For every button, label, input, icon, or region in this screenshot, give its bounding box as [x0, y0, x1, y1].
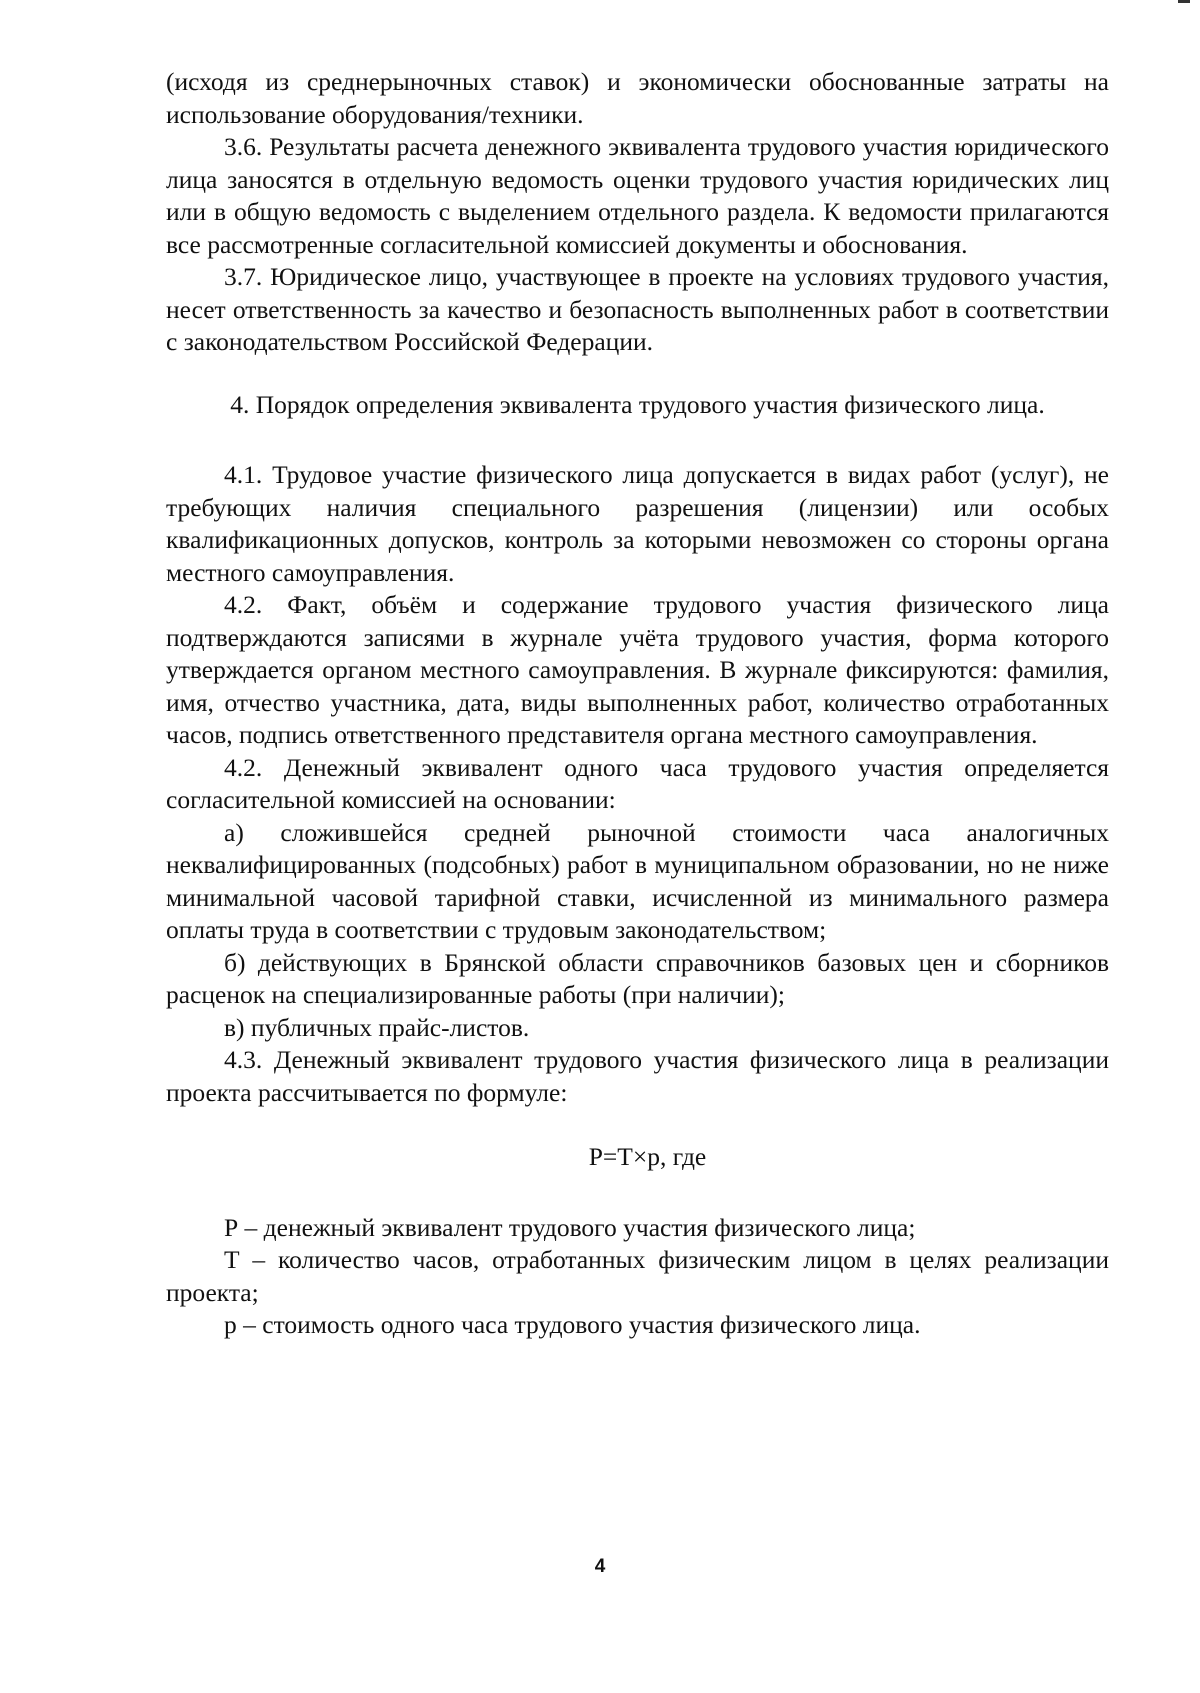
paragraph-4-3: 4.3. Денежный эквивалент трудового участия физического лица в реализации проекта рассчитывается по формуле:: [166, 1045, 1109, 1107]
paragraph-continuation: (исходя из среднерыночных ставок) и экономически обоснованные затраты на использование оборудования/техники.: [166, 67, 1109, 129]
list-item-a: а) сложившейся средней рыночной стоимости часа аналогичных неквалифицированных (подсобных) работ в муниципальном образовании, но не ниже минимальной часовой тарифной ставки, исчисленной из минимального размера оплаты труда в соответствии с трудовым законодательством;: [166, 817, 1109, 944]
formula: Р=Т×р, где: [588, 1142, 707, 1171]
definition-T: Т – количество часов, отработанных физическим лицом в целях реализации проекта;: [166, 1245, 1109, 1307]
list-item-v: в) публичных прайс-листов.: [224, 1012, 530, 1042]
section-heading: 4. Порядок определения эквивалента трудового участия физического лица.: [230, 389, 1045, 419]
paragraph-3-7: 3.7. Юридическое лицо, участвующее в проекте на условиях трудового участия, несет ответственность за качество и безопасность выполненных работ в соответствии с законодательством Российской Федерации.: [166, 262, 1109, 356]
paragraph-4-1: 4.1. Трудовое участие физического лица допускается в видах работ (услуг), не требующих наличия специального разрешения (лицензии) или особых квалификационных допусков, контроль за которыми невозможен со стороны органа местного самоуправления.: [166, 460, 1109, 587]
page-number: 4: [594, 1556, 606, 1577]
list-item-b: б) действующих в Брянской области справочников базовых цен и сборников расценок на специализированные работы (при наличии);: [166, 947, 1109, 1009]
scan-edge-mark: [1178, 0, 1190, 3]
definition-p: р – стоимость одного часа трудового участия физического лица.: [224, 1310, 921, 1339]
paragraph-3-6: 3.6. Результаты расчета денежного эквивалента трудового участия юридического лица заносятся в отдельную ведомость оценки трудового участия юридических лиц или в общую ведомость с выделением отдельного раздела. К ведомости прилагаются все рассмотренные согласительной комиссией документы и обоснования.: [166, 132, 1109, 259]
document-body: [166, 66, 1109, 1342]
definition-P: Р – денежный эквивалент трудового участия физического лица;: [224, 1212, 916, 1242]
paragraph-4-2-money: 4.2. Денежный эквивалент одного часа трудового участия определяется согласительной комиссией на основании:: [166, 752, 1109, 814]
paragraph-4-2: 4.2. Факт, объём и содержание трудового участия физического лица подтверждаются записями в журнале учёта трудового участия, форма которого утверждается органом местного самоуправления. В журнале фиксируются: фамилия, имя, отчество участника, дата, виды выполненных работ, количество отработанных часов, подпись ответственного представителя органа местного самоуправления.: [166, 590, 1109, 749]
